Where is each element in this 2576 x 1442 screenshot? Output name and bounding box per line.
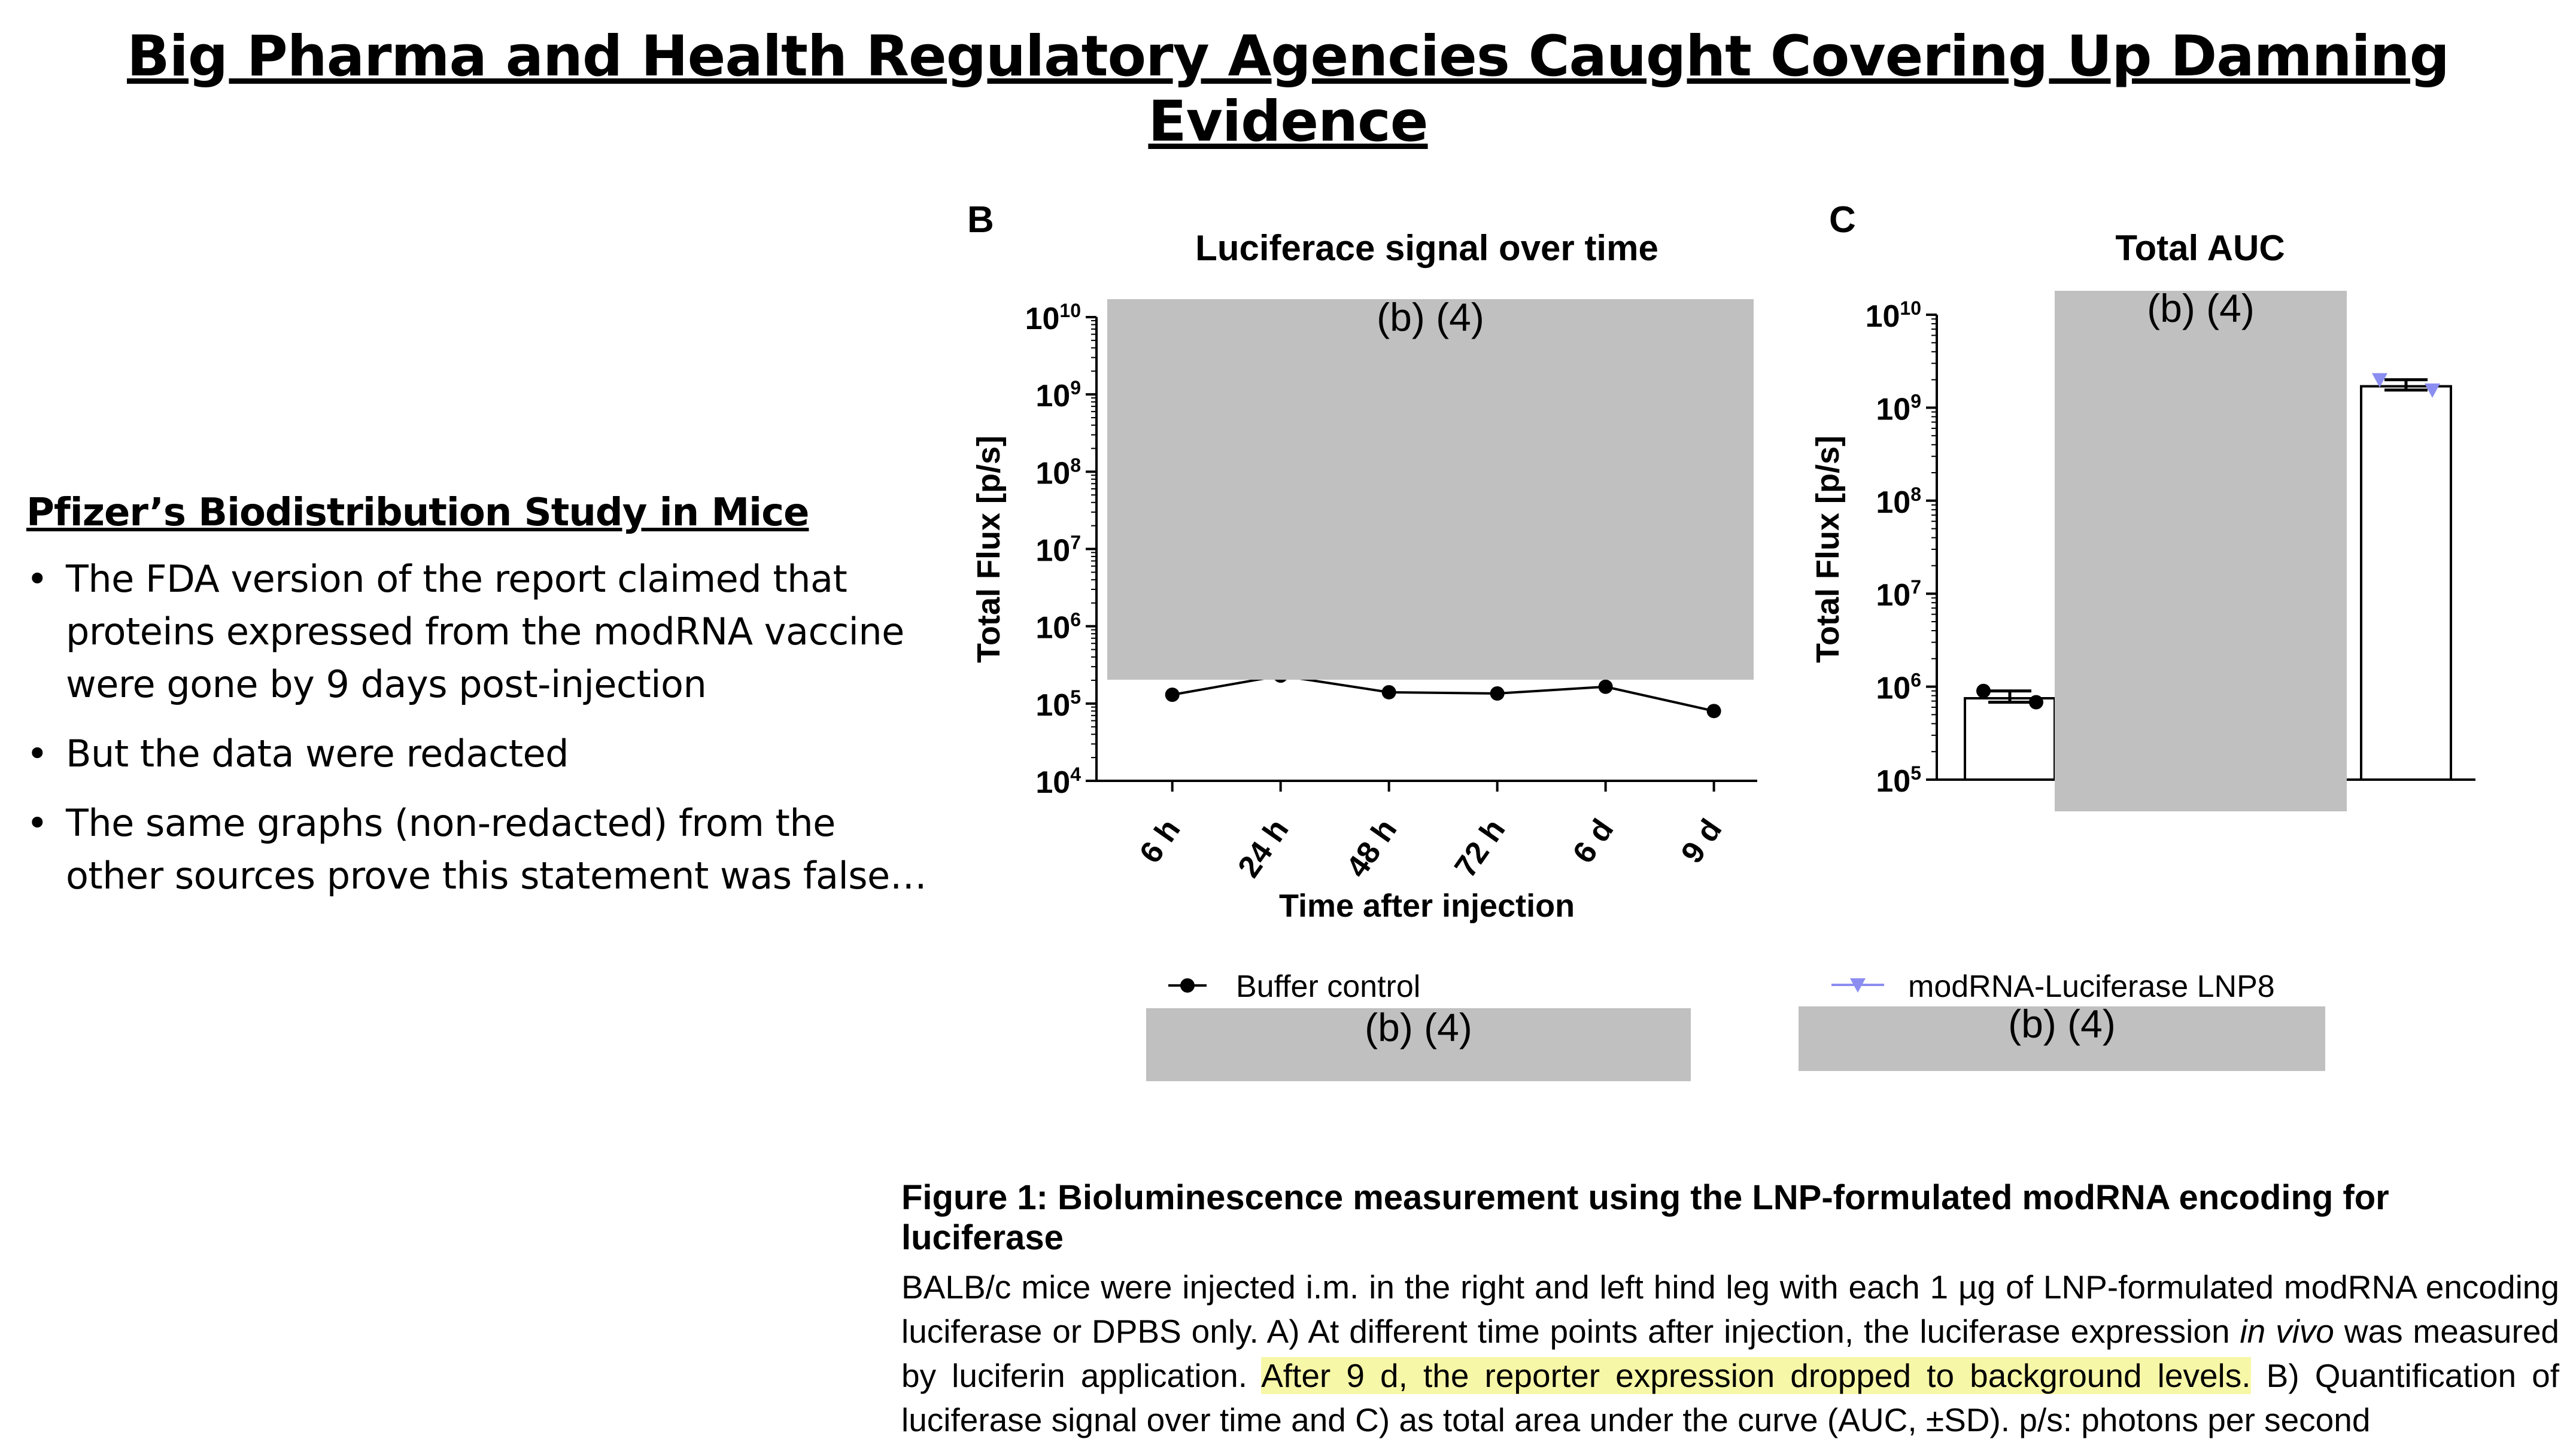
- y-tick-label: $10^5$: [1035, 686, 1081, 723]
- section-heading: Pfizer’s Biodistribution Study in Mice: [26, 491, 809, 535]
- bullet-list: [26, 553, 936, 902]
- legend-marker-buffer-control: [1180, 978, 1195, 993]
- bar: [2361, 387, 2451, 780]
- x-tick-label: 72 h: [1448, 813, 1512, 884]
- data-point-buffer-control: [1599, 680, 1613, 694]
- x-tick-label: 48 h: [1339, 813, 1404, 884]
- figure-panels: [934, 180, 2576, 1113]
- data-point-buffer-control: [1707, 704, 1721, 718]
- bullet-item: [26, 728, 936, 780]
- y-axis-label-b: Total Flux [p/s]: [971, 436, 1007, 663]
- figure-caption: [901, 1178, 2559, 1442]
- legend-label-buffer-control: Buffer control: [1236, 969, 1421, 1004]
- study-notes: [26, 491, 936, 919]
- redaction-box: [2055, 291, 2347, 811]
- legend-label-modrna-luciferase: modRNA-Luciferase LNP8: [1908, 969, 2275, 1004]
- panel-label-b: B: [967, 199, 994, 241]
- data-point-buffer-control: [1165, 687, 1180, 702]
- bullet-item: [26, 797, 936, 902]
- data-point-buffer-control: [2029, 695, 2043, 710]
- caption-body: [901, 1265, 2559, 1442]
- series-line-buffer-control: [1172, 676, 1714, 711]
- panel-label-c: C: [1829, 199, 1856, 241]
- caption-italic: in vivo: [2240, 1313, 2334, 1350]
- bar: [1965, 698, 2055, 780]
- bullet-text: The FDA version of the report claimed that proteins expressed from the modRNA vaccine were gone by 9 days post-injection: [66, 557, 904, 706]
- caption-title: Figure 1: Bioluminescence measurement using the LNP-formulated modRNA encoding for luciferase: [901, 1178, 2389, 1257]
- caption-text: was measured by luciferin application.: [901, 1313, 2560, 1394]
- y-tick-label: $10^7$: [1876, 576, 1921, 613]
- y-tick-label: $10^7$: [1035, 531, 1081, 568]
- y-tick-label: $10^5$: [1876, 762, 1921, 799]
- y-tick-label: $10^9$: [1876, 390, 1921, 427]
- redaction-label: (b) (4): [2147, 286, 2255, 330]
- x-axis-label-b: Time after injection: [1278, 888, 1575, 924]
- x-tick-label: 9 d: [1674, 813, 1729, 870]
- y-axis-label-c: Total Flux [p/s]: [1810, 436, 1846, 663]
- bullet-text: The same graphs (non-redacted) from the other sources prove this statement was false…: [66, 801, 927, 898]
- bullet-text: But the data were redacted: [66, 732, 569, 775]
- bullet-icon: •: [26, 557, 48, 601]
- bullet-icon: •: [26, 801, 48, 845]
- data-point-buffer-control: [1976, 684, 1991, 698]
- data-point-buffer-control: [1382, 685, 1396, 699]
- bullet-item: [26, 553, 936, 711]
- chart-title-b: Luciferace signal over time: [1195, 228, 1658, 268]
- y-tick-label: $10^6$: [1035, 609, 1081, 646]
- caption-text: B) Quantification of luciferase signal over time and C) as total area under the curve (AUC, ±SD). p/s: photons per second: [901, 1357, 2559, 1438]
- redaction-label: (b) (4): [1365, 1005, 1472, 1049]
- caption-highlight: After 9 d, the reporter expression dropped to background levels.: [1261, 1357, 2251, 1394]
- bullet-icon: •: [26, 732, 48, 775]
- slide-title: Big Pharma and Health Regulatory Agencies Caught Covering Up Damning Evidence: [127, 24, 2449, 154]
- caption-text: BALB/c mice were injected i.m. in the right and left hind leg with each 1 µg of LNP-formulated modRNA encoding luciferase or DPBS only. A) At different time points after injection, the luciferase expression: [901, 1268, 2559, 1350]
- x-tick-label: 6 h: [1132, 813, 1187, 870]
- data-point-buffer-control: [1490, 686, 1505, 701]
- y-tick-label: $10^4$: [1035, 763, 1081, 800]
- x-tick-label: 24 h: [1231, 813, 1296, 884]
- chart-title-c: Total AUC: [2115, 228, 2285, 268]
- y-tick-label: $10^{10}$: [1865, 297, 1921, 334]
- redaction-box: [1107, 299, 1754, 680]
- y-tick-label: $10^{10}$: [1025, 300, 1081, 336]
- redaction-label: (b) (4): [1377, 295, 1484, 339]
- y-tick-label: $10^6$: [1876, 669, 1921, 706]
- chart-canvas: [934, 180, 2576, 1113]
- redaction-label: (b) (4): [2008, 1002, 2116, 1046]
- y-tick-label: $10^9$: [1035, 377, 1081, 414]
- y-tick-label: $10^8$: [1035, 454, 1081, 491]
- y-tick-label: $10^8$: [1876, 483, 1921, 520]
- x-tick-label: 6 d: [1566, 813, 1621, 870]
